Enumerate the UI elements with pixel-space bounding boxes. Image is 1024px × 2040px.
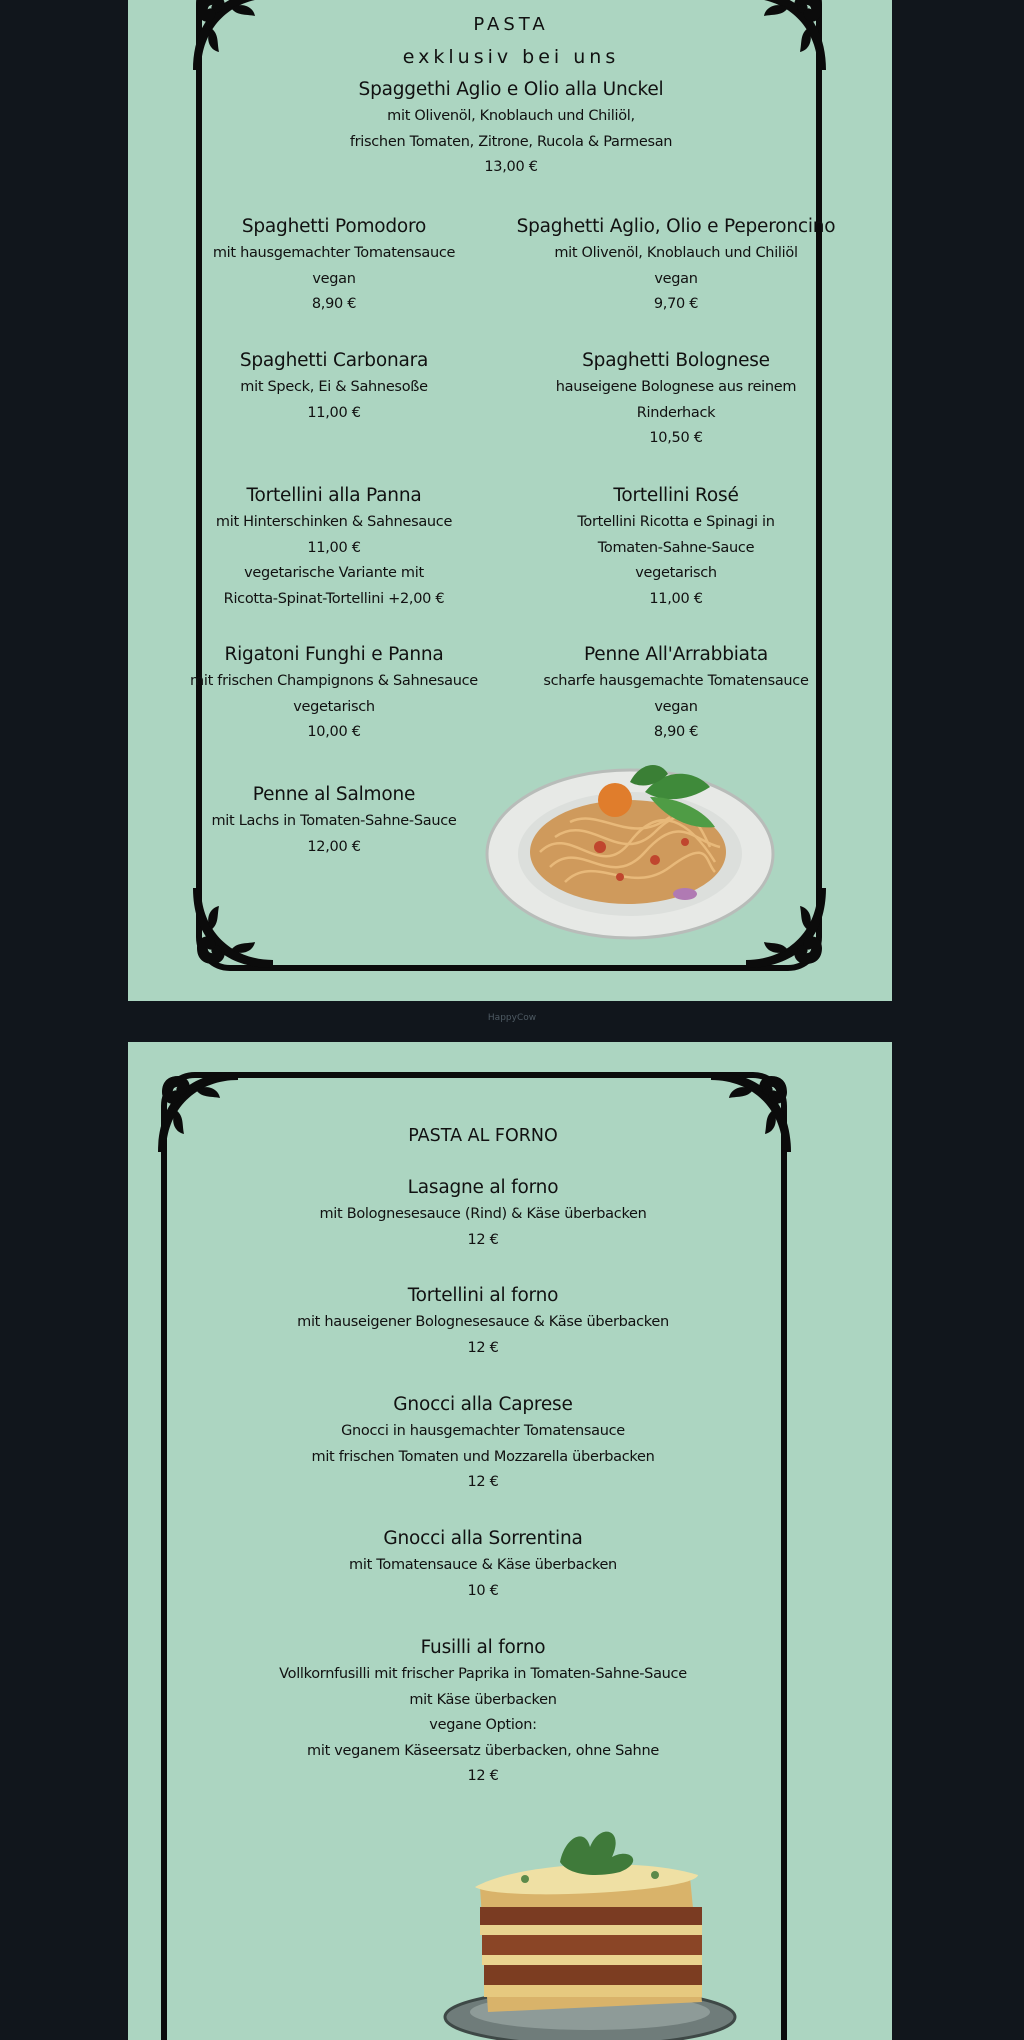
watermark: HappyCow xyxy=(487,1013,537,1023)
dish-description: Tomaten-Sahne-Sauce xyxy=(597,539,755,556)
dish-description: mit Bolognesesauce (Rind) & Käse überbacken xyxy=(319,1206,647,1222)
dish-name: Spaghetti Carbonara xyxy=(239,350,429,371)
dish-description: mit hausgemachter Tomatensauce xyxy=(212,245,456,261)
special-dish xyxy=(129,78,892,181)
menu-item xyxy=(179,643,489,746)
dish-name: Lasagne al forno xyxy=(407,1177,559,1198)
dish-description: mit frischen Champignons & Sahnesauce xyxy=(190,673,478,689)
dish-name: Fusilli al forno xyxy=(420,1637,546,1658)
dish-name: Penne All'Arrabbiata xyxy=(583,644,769,665)
dish-description: Vollkornfusilli mit frischer Paprika in Tomaten-Sahne-Sauce xyxy=(279,1666,687,1682)
dish-description: vegane Option: xyxy=(429,1717,537,1733)
menu-title: PASTA xyxy=(473,14,549,35)
menu-title: PASTA AL FORNO xyxy=(408,1126,558,1146)
dish-description: mit Hinterschinken & Sahnesauce xyxy=(215,514,453,530)
corner-ornament-bottom-left xyxy=(183,882,279,978)
dish-name: Spaghetti Aglio, Olio e Peperoncino xyxy=(516,216,836,237)
dish-description: mit Käse überbacken xyxy=(409,1691,557,1708)
dish-description: frischen Tomaten, Zitrone, Rucola & Parmesan xyxy=(349,133,673,150)
menu-item xyxy=(128,1284,865,1361)
dish-name: Penne al Salmone xyxy=(252,784,416,805)
dish-description: vegetarisch xyxy=(293,698,375,715)
menu-item xyxy=(526,643,826,746)
dish-description: Ricotta-Spinat-Tortellini +2,00 € xyxy=(223,590,445,607)
menu-item xyxy=(179,484,489,612)
dish-description: scharfe hausgemachte Tomatensauce xyxy=(543,673,809,689)
dish-description: vegan xyxy=(654,698,698,715)
menu-item xyxy=(128,1176,865,1253)
dish-description: vegan xyxy=(654,270,698,287)
dish-name: Gnocci alla Sorrentina xyxy=(383,1528,583,1549)
dish-price: 10,50 € xyxy=(649,430,703,446)
menu-item xyxy=(128,1393,865,1496)
dish-description: vegetarische Variante mit xyxy=(244,565,424,581)
dish-price: 13,00 € xyxy=(484,159,538,175)
menu-item xyxy=(184,783,484,860)
dish-price: 9,70 € xyxy=(653,296,699,312)
dish-description: Tortellini Ricotta e Spinagi in xyxy=(577,514,775,530)
dish-description: vegetarisch xyxy=(635,565,717,581)
dish-description: mit Lachs in Tomaten-Sahne-Sauce xyxy=(211,813,457,829)
dish-description: mit frischen Tomaten und Mozzarella überbacken xyxy=(311,1448,655,1465)
lasagne-illustration xyxy=(440,1817,740,2040)
dish-description: mit Speck, Ei & Sahnesoße xyxy=(240,379,428,395)
dish-price: 11,00 € xyxy=(307,404,361,421)
dish-price: 12 € xyxy=(467,1339,499,1356)
dish-price: 10 € xyxy=(467,1582,499,1599)
dish-description: mit Tomatensauce & Käse überbacken xyxy=(349,1557,617,1573)
menu-item xyxy=(526,484,826,612)
menu-item xyxy=(128,1636,865,1790)
dish-price: 8,90 € xyxy=(311,296,357,312)
dish-description: mit Olivenöl, Knoblauch und Chiliöl, xyxy=(387,108,635,124)
dish-name: Tortellini alla Panna xyxy=(246,485,422,506)
dish-description: Gnocci in hausgemachter Tomatensauce xyxy=(341,1423,625,1439)
menu-item xyxy=(184,215,484,318)
menu-page-pasta xyxy=(128,0,892,1001)
dish-name: Gnocci alla Caprese xyxy=(393,1394,573,1415)
menu-item xyxy=(526,349,826,452)
dish-description: mit Olivenöl, Knoblauch und Chiliöl xyxy=(554,245,798,261)
dish-price: 12 € xyxy=(467,1231,499,1248)
dish-price: 11,00 € xyxy=(649,590,703,607)
dish-price: 10,00 € xyxy=(307,724,361,740)
dish-description: mit veganem Käseersatz überbacken, ohne Sahne xyxy=(307,1742,659,1759)
dish-description: hauseigene Bolognese aus reinem xyxy=(555,379,797,395)
dish-price: 12,00 € xyxy=(307,838,361,855)
menu-item xyxy=(184,349,484,426)
dish-price: 12 € xyxy=(467,1768,499,1784)
dish-name: Spaghetti Bolognese xyxy=(582,350,770,371)
dish-description: mit hauseigener Bolognesesauce & Käse überbacken xyxy=(297,1314,669,1330)
menu-page-pasta-al-forno xyxy=(128,1042,892,2040)
dish-price: 8,90 € xyxy=(653,724,699,740)
dish-description: vegan xyxy=(312,270,356,287)
menu-item xyxy=(128,1527,865,1604)
dish-price: 12 € xyxy=(467,1474,499,1490)
dish-price: 11,00 € xyxy=(307,539,361,556)
spaghetti-plate-illustration xyxy=(480,752,780,942)
dish-name: Spaggethi Aglio e Olio alla Unckel xyxy=(358,79,664,100)
dish-description: Rinderhack xyxy=(636,404,716,421)
dish-name: Rigatoni Funghi e Panna xyxy=(224,644,444,665)
dish-name: Tortellini Rosé xyxy=(613,485,739,506)
menu-item xyxy=(516,215,836,318)
menu-subtitle: exklusiv bei uns xyxy=(402,46,620,68)
dish-name: Tortellini al forno xyxy=(407,1285,559,1306)
dish-name: Spaghetti Pomodoro xyxy=(241,216,427,237)
